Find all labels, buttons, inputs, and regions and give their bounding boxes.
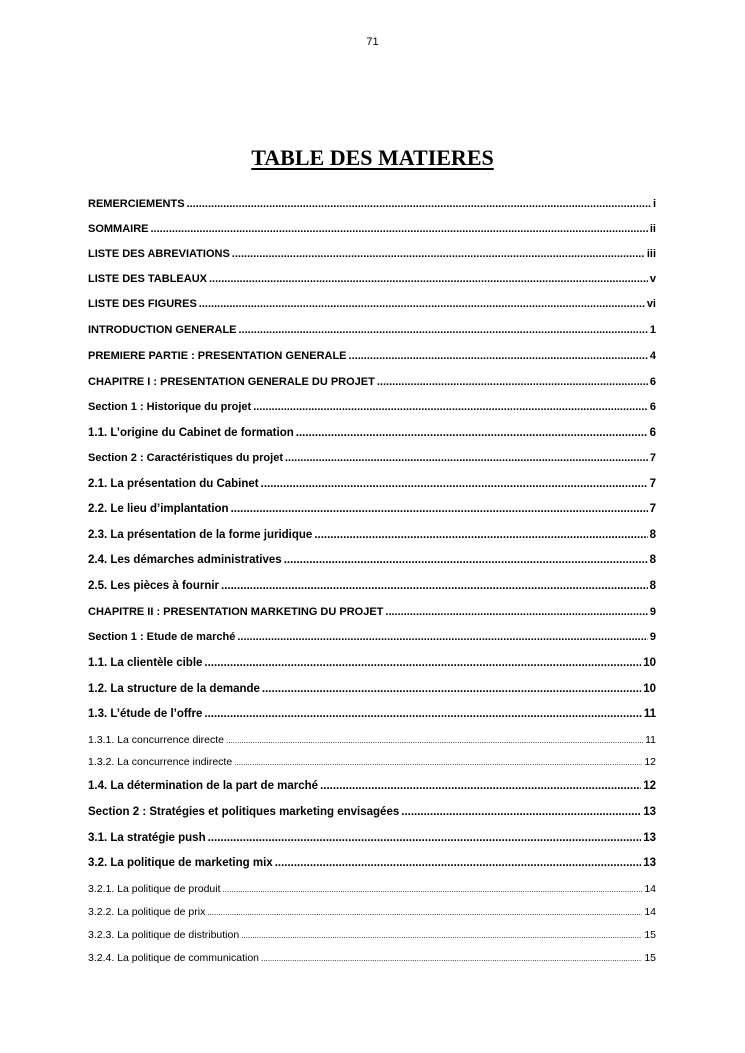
toc-entry-page: 10 [643, 657, 656, 669]
toc-entry-page: iii [646, 248, 656, 260]
toc-entry-page: 14 [644, 906, 656, 918]
toc-entry-page: 12 [644, 756, 656, 768]
toc-leader-dots [320, 779, 641, 793]
toc-entry [88, 426, 656, 440]
toc-leader-dots [226, 734, 643, 748]
toc-entry-label: 2.2. Le lieu d’implantation [88, 503, 229, 515]
toc-leader-dots [296, 426, 648, 440]
toc-entry-label: SOMMAIRE [88, 223, 149, 235]
toc-leader-dots [231, 502, 648, 516]
toc-leader-dots [284, 553, 648, 567]
toc-leader-dots [232, 247, 645, 261]
toc-entry-label: 2.3. La présentation de la forme juridique [88, 529, 313, 541]
toc-entry-page: 6 [649, 427, 656, 439]
toc-entry [88, 605, 656, 619]
toc-entry-label: Section 1 : Etude de marché [88, 631, 236, 643]
toc-leader-dots [209, 272, 648, 286]
toc-entry [88, 831, 656, 845]
toc-entry-label: 1.2. La structure de la demande [88, 683, 260, 695]
toc-entry [88, 882, 656, 897]
toc-entry-label: 3.2.1. La politique de produit [88, 883, 221, 895]
toc-entry [88, 297, 656, 311]
toc-entry-page: 9 [649, 631, 656, 643]
toc-entry [88, 222, 656, 236]
toc-entry [88, 197, 656, 211]
page-title: TABLE DES MATIERES [251, 145, 494, 170]
toc-entry-page: 4 [649, 350, 656, 362]
toc-entry-label: 2.1. La présentation du Cabinet [88, 478, 259, 490]
toc-entry-label: 3.1. La stratégie push [88, 832, 206, 844]
toc-leader-dots [239, 323, 648, 337]
toc-entry-label: 1.1. La clientèle cible [88, 657, 203, 669]
toc-entry-label: REMERCIEMENTS [88, 198, 185, 210]
toc-entry-page: i [652, 198, 656, 210]
toc-leader-dots [207, 906, 642, 920]
toc-entry-label: 1.4. La détermination de la part de marché [88, 780, 319, 792]
toc-entry-page: 7 [649, 478, 656, 490]
toc-leader-dots [234, 756, 642, 770]
toc-entry [88, 553, 656, 567]
toc-entry-label: 1.3. L’étude de l’offre [88, 708, 203, 720]
toc-entry [88, 656, 656, 670]
toc-leader-dots [349, 349, 648, 363]
toc-entry-page: 8 [649, 554, 656, 566]
toc-entry-page: v [649, 273, 656, 285]
toc-entry-label: CHAPITRE I : PRESENTATION GENERALE DU PROJET [88, 376, 375, 388]
toc-entry [88, 951, 656, 966]
toc-leader-dots [204, 707, 641, 721]
toc-entry [88, 451, 656, 465]
toc-leader-dots [151, 222, 648, 236]
toc-leader-dots [285, 451, 648, 465]
toc-entry-page: 1 [649, 324, 656, 336]
toc-entry-page: 8 [649, 529, 656, 541]
toc-entry-label: 3.2. La politique de marketing mix [88, 857, 273, 869]
toc-entry [88, 928, 656, 943]
toc-entry-label: 3.2.3. La politique de distribution [88, 929, 240, 941]
toc-leader-dots [223, 883, 643, 897]
toc-leader-dots [237, 630, 648, 644]
toc-entry-page: 13 [643, 832, 656, 844]
toc-entry-label: INTRODUCTION GENERALE [88, 324, 237, 336]
toc-leader-dots [401, 805, 641, 819]
toc-entry-page: 7 [649, 503, 656, 515]
toc-entry [88, 779, 656, 793]
toc-entry-label: CHAPITRE II : PRESENTATION MARKETING DU PROJET [88, 606, 384, 618]
toc-entry [88, 349, 656, 363]
toc-entry-label: LISTE DES TABLEAUX [88, 273, 207, 285]
toc-entry-label: 1.1. L’origine du Cabinet de formation [88, 427, 294, 439]
toc-leader-dots [261, 952, 642, 966]
toc-entry-page: 6 [649, 401, 656, 413]
toc-entry [88, 528, 656, 542]
toc-entry-page: ii [649, 223, 656, 235]
toc-leader-dots [199, 297, 645, 311]
toc-entry-page: 11 [645, 734, 656, 746]
toc-entry [88, 755, 656, 770]
toc-entry-page: 15 [644, 929, 656, 941]
toc-entry-label: 3.2.2. La politique de prix [88, 906, 206, 918]
toc-leader-dots [253, 400, 648, 414]
toc-entry [88, 905, 656, 920]
toc-entry-label: PREMIERE PARTIE : PRESENTATION GENERALE [88, 350, 347, 362]
toc-entry [88, 630, 656, 644]
toc-entry [88, 400, 656, 414]
toc-entry-label: 1.3.1. La concurrence directe [88, 734, 224, 746]
toc-entry-page: 8 [649, 580, 656, 592]
toc-entry-page: 12 [643, 780, 656, 792]
toc-entry [88, 579, 656, 593]
toc-leader-dots [261, 477, 648, 491]
toc-leader-dots [208, 831, 642, 845]
toc-entry-label: Section 2 : Stratégies et politiques marketing envisagées [88, 806, 400, 818]
toc-entry-label: 2.4. Les démarches administratives [88, 554, 282, 566]
toc-entry [88, 733, 656, 748]
toc-leader-dots [241, 929, 642, 943]
toc-entry [88, 502, 656, 516]
toc-leader-dots [187, 197, 651, 211]
toc-entry [88, 272, 656, 286]
toc-leader-dots [377, 375, 648, 389]
toc-entry-label: 3.2.4. La politique de communication [88, 952, 260, 964]
toc-entry-page: 15 [644, 952, 656, 964]
toc-entry-page: 10 [643, 683, 656, 695]
toc-entry [88, 856, 656, 870]
toc-entry-label: LISTE DES FIGURES [88, 298, 197, 310]
toc-leader-dots [314, 528, 647, 542]
toc-entry [88, 323, 656, 337]
toc-entry-page: 11 [643, 708, 656, 720]
toc-entry-page: 7 [649, 452, 656, 464]
toc-entry-page: 14 [644, 883, 656, 895]
toc-entry-label: Section 2 : Caractéristiques du projet [88, 452, 283, 464]
toc-entry [88, 682, 656, 696]
toc-entry-page: 6 [649, 376, 656, 388]
toc-entry [88, 375, 656, 389]
toc-entry [88, 477, 656, 491]
page-number: 71 [366, 36, 379, 48]
toc-entry [88, 707, 656, 721]
toc-entry-label: Section 1 : Historique du projet [88, 401, 252, 413]
toc-leader-dots [275, 856, 642, 870]
toc-entry-label: 2.5. Les pièces à fournir [88, 580, 220, 592]
toc-entry [88, 805, 656, 819]
toc-leader-dots [221, 579, 648, 593]
toc-entry [88, 247, 656, 261]
toc-entry-label: LISTE DES ABREVIATIONS [88, 248, 230, 260]
toc-entry-label: 1.3.2. La concurrence indirecte [88, 756, 233, 768]
toc-leader-dots [385, 605, 647, 619]
toc-entry-page: vi [646, 298, 656, 310]
toc-entry-page: 13 [643, 806, 656, 818]
toc-entry-page: 13 [643, 857, 656, 869]
toc-leader-dots [262, 682, 641, 696]
toc-entry-page: 9 [649, 606, 656, 618]
toc-leader-dots [204, 656, 641, 670]
